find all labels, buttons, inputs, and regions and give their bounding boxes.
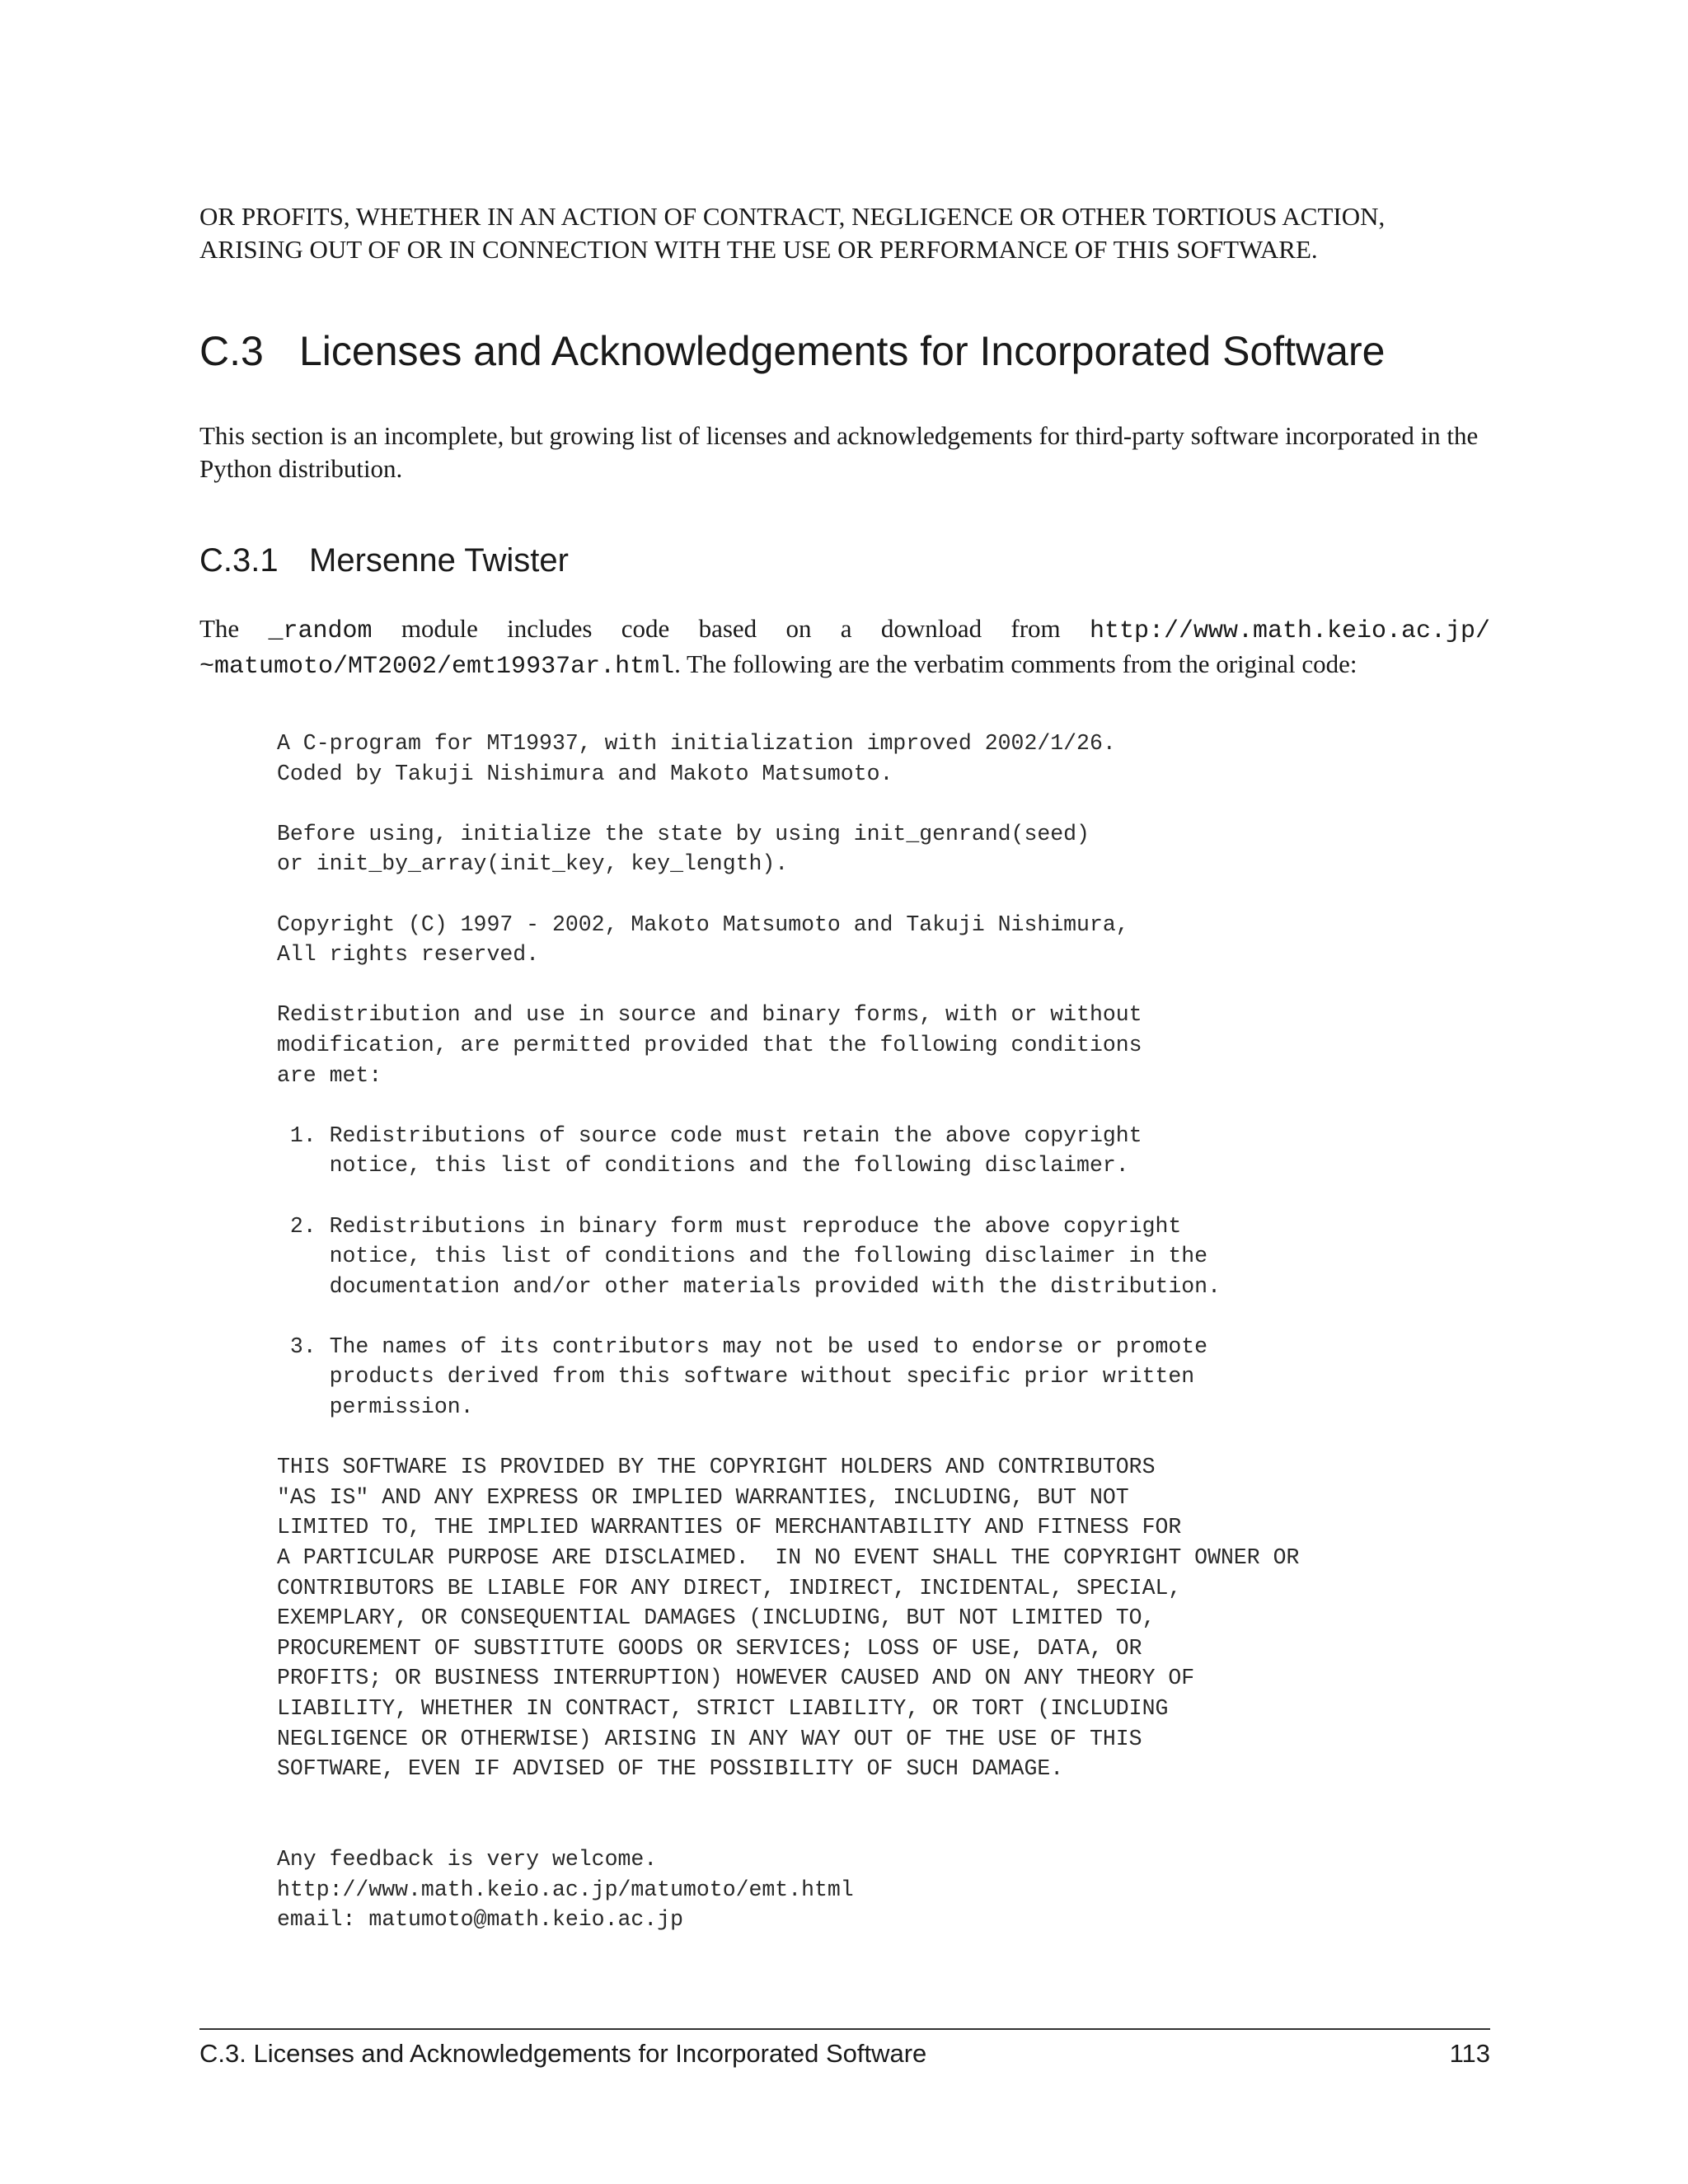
code-line: PROCUREMENT OF SUBSTITUTE GOODS OR SERVICES; LOSS OF USE, DATA, OR	[277, 1635, 1142, 1661]
code-line	[277, 1301, 1299, 1332]
code-line: modification, are permitted provided that the following conditions	[277, 1032, 1142, 1057]
code-line: Redistribution and use in source and binary forms, with or without	[277, 1002, 1142, 1028]
module-name-code: _random	[268, 617, 373, 645]
code-line: documentation and/or other materials provided with the distribution.	[277, 1273, 1221, 1299]
code-line	[277, 1090, 1299, 1121]
subsection-title: Mersenne Twister	[309, 542, 569, 579]
code-line: Coded by Takuji Nishimura and Makoto Matsumoto.	[277, 761, 893, 786]
footer-section-title: C.3. Licenses and Acknowledgements for Incorporated Software	[199, 2039, 927, 2068]
footer-divider	[199, 2028, 1490, 2030]
source-url-link-part-1[interactable]: http://www.math.keio.ac.jp/	[1089, 617, 1491, 645]
code-line	[277, 789, 1299, 819]
code-line: Before using, initialize the state by using init_genrand(seed)	[277, 821, 1090, 846]
code-line: All rights reserved.	[277, 942, 540, 968]
section-intro-paragraph: This section is an incomplete, but growing list of licenses and acknowledgements for third-party software incorporated in the Python distribution.	[199, 421, 1479, 483]
intro-the-word: The	[199, 614, 240, 643]
license-code-block	[277, 729, 1299, 1935]
code-line	[277, 1784, 1299, 1815]
module-intro-line-2	[199, 648, 1490, 683]
code-line: permission.	[277, 1394, 474, 1420]
code-line	[277, 879, 1299, 910]
code-line	[277, 1814, 1299, 1844]
intro-continuation-paragraph: OR PROFITS, WHETHER IN AN ACTION OF CONTRACT, NEGLIGENCE OR OTHER TORTIOUS ACTION, ARISING OUT OF OR IN CONNECTION WITH THE USE OR PERFORMANCE OF THIS SOFTWARE.	[199, 202, 1386, 264]
code-line: 3. The names of its contributors may not be used to endorse or promote	[277, 1333, 1208, 1359]
code-line: 1. Redistributions of source code must retain the above copyright	[277, 1122, 1142, 1148]
code-line	[277, 970, 1299, 1001]
code-line: notice, this list of conditions and the following disclaimer.	[277, 1153, 1129, 1179]
code-line: products derived from this software without specific prior written	[277, 1364, 1195, 1390]
intro-middle-text: module includes code based on a download from	[401, 614, 1061, 643]
subsection-heading	[199, 540, 569, 581]
code-line	[277, 1422, 1299, 1453]
section-heading	[199, 326, 1385, 376]
code-line: PROFITS; OR BUSINESS INTERRUPTION) HOWEVER CAUSED AND ON ANY THEORY OF	[277, 1666, 1195, 1691]
code-line: LIABILITY, WHETHER IN CONTRACT, STRICT LIABILITY, OR TORT (INCLUDING	[277, 1696, 1169, 1721]
subsection-number: C.3.1	[199, 542, 279, 579]
code-line: LIMITED TO, THE IMPLIED WARRANTIES OF MERCHANTABILITY AND FITNESS FOR	[277, 1515, 1182, 1540]
code-line: SOFTWARE, EVEN IF ADVISED OF THE POSSIBILITY OF SUCH DAMAGE.	[277, 1756, 1064, 1782]
code-line: CONTRIBUTORS BE LIABLE FOR ANY DIRECT, INDIRECT, INCIDENTAL, SPECIAL,	[277, 1575, 1182, 1601]
code-line	[277, 1181, 1299, 1212]
code-line: "AS IS" AND ANY EXPRESS OR IMPLIED WARRANTIES, INCLUDING, BUT NOT	[277, 1484, 1129, 1510]
code-line: notice, this list of conditions and the following disclaimer in the	[277, 1244, 1208, 1269]
code-line: A C-program for MT19937, with initialization improved 2002/1/26.	[277, 731, 1116, 756]
module-intro-line-1	[199, 612, 1490, 648]
source-url-link-part-2[interactable]: ~matumoto/MT2002/emt19937ar.html	[199, 653, 675, 681]
module-intro-paragraph	[199, 612, 1490, 683]
code-line: http://www.math.keio.ac.jp/matumoto/emt.html	[277, 1877, 854, 1902]
code-line: EXEMPLARY, OR CONSEQUENTIAL DAMAGES (INCLUDING, BUT NOT LIMITED TO,	[277, 1605, 1156, 1631]
code-line: A PARTICULAR PURPOSE ARE DISCLAIMED. IN NO EVENT SHALL THE COPYRIGHT OWNER OR	[277, 1545, 1300, 1571]
code-line: email: matumoto@math.keio.ac.jp	[277, 1907, 683, 1933]
intro-tail-text: . The following are the verbatim comments from the original code:	[674, 649, 1357, 678]
code-line: Copyright (C) 1997 - 2002, Makoto Matsumoto and Takuji Nishimura,	[277, 912, 1129, 937]
code-line: 2. Redistributions in binary form must reproduce the above copyright	[277, 1213, 1182, 1239]
code-line: are met:	[277, 1062, 382, 1088]
code-line: Any feedback is very welcome.	[277, 1846, 658, 1872]
section-number: C.3	[199, 328, 264, 374]
code-line: THIS SOFTWARE IS PROVIDED BY THE COPYRIGHT HOLDERS AND CONTRIBUTORS	[277, 1455, 1156, 1480]
section-title: Licenses and Acknowledgements for Incorporated Software	[299, 328, 1386, 374]
code-line: NEGLIGENCE OR OTHERWISE) ARISING IN ANY WAY OUT OF THE USE OF THIS	[277, 1726, 1142, 1751]
code-line: or init_by_array(init_key, key_length).	[277, 851, 789, 877]
footer-page-number: 113	[1449, 2039, 1490, 2068]
